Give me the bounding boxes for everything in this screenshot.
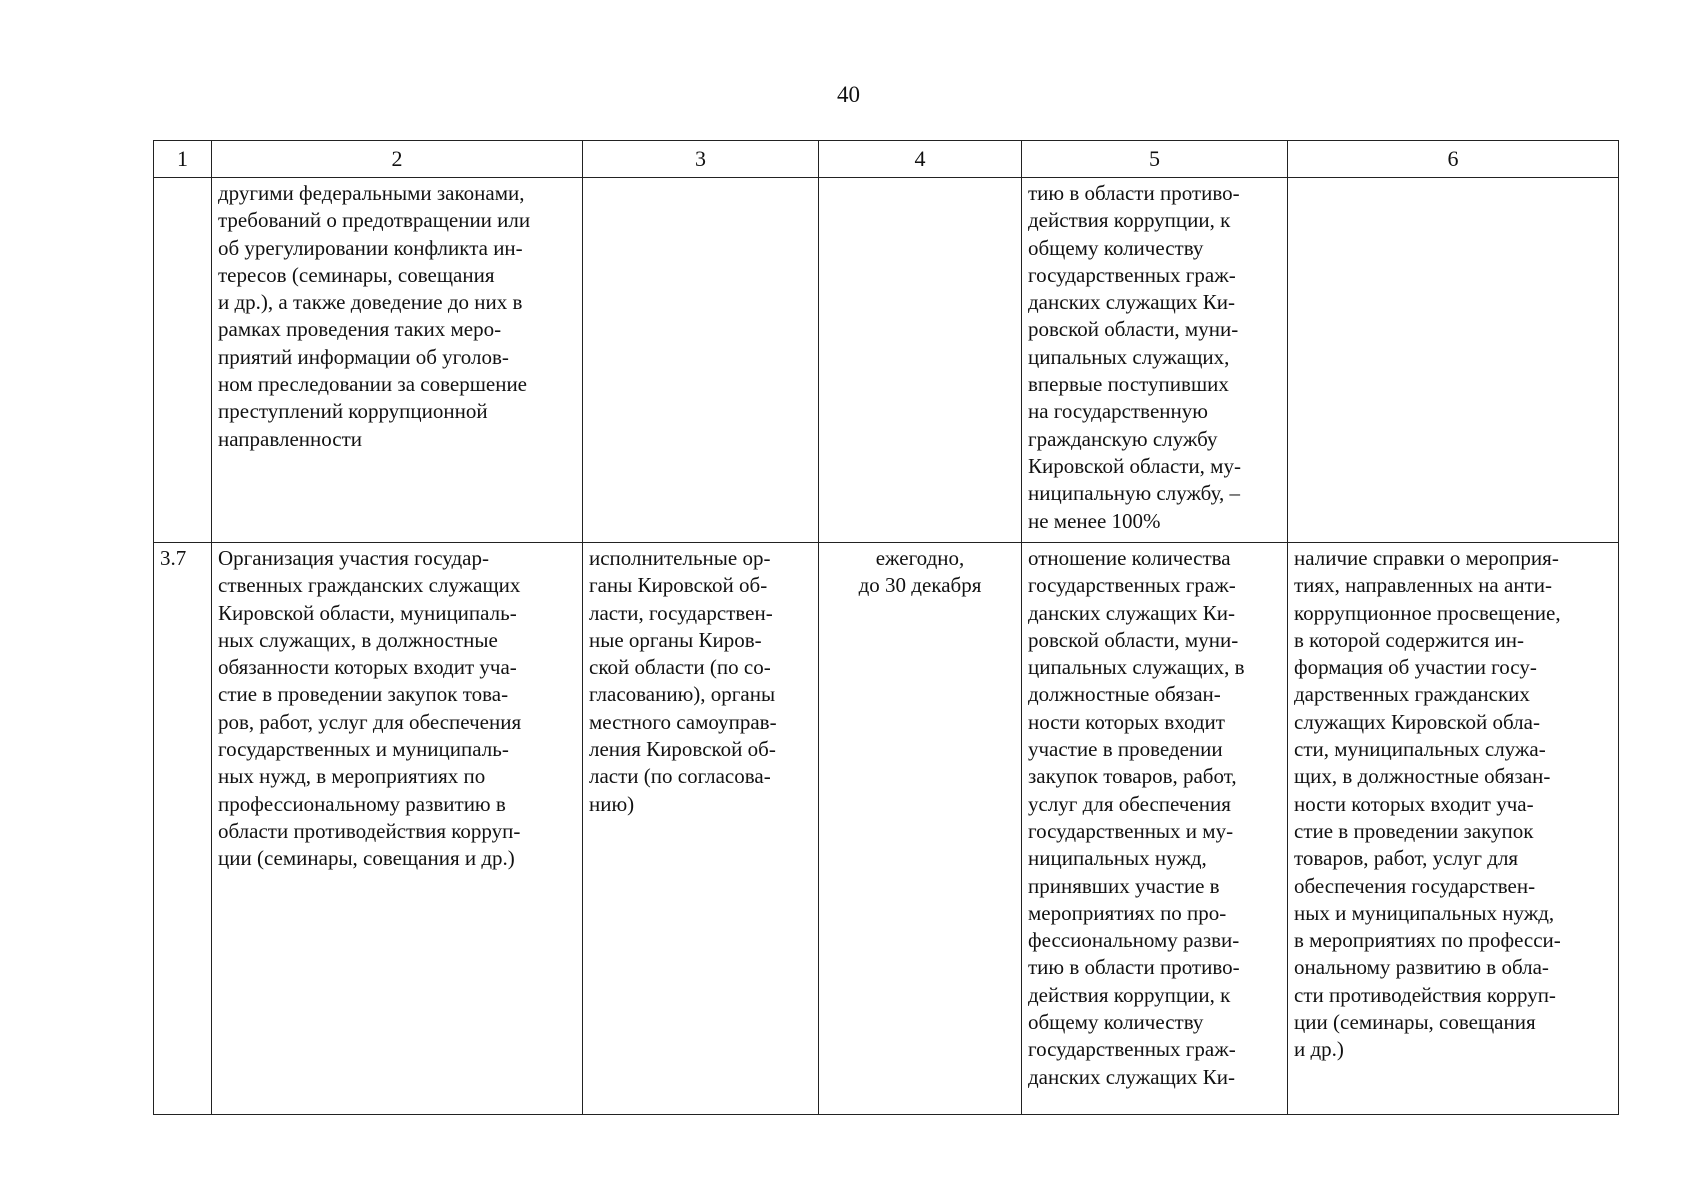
text-line: местного самоуправ- xyxy=(589,709,777,734)
text-line: стие в проведении закупок това- xyxy=(218,682,509,707)
text-line: данских служащих Ки- xyxy=(1028,1064,1236,1089)
text-line: ции (семинары, совещания и др.) xyxy=(218,846,515,871)
column-header: 1 xyxy=(154,141,212,178)
text-line: данских служащих Ки- xyxy=(1028,290,1236,315)
text-line: ные органы Киров- xyxy=(589,627,762,652)
text-line: сти, муниципальных служа- xyxy=(1294,737,1546,762)
text-line: обязанности которых входит уча- xyxy=(218,655,517,680)
text-line: ципальных служащих, в xyxy=(1028,655,1245,680)
text-line: не менее 100% xyxy=(1028,508,1161,533)
text-line: ных нужд, в мероприятиях по xyxy=(218,764,486,789)
text-line: мероприятиях по про- xyxy=(1028,900,1227,925)
text-line: ности которых входит xyxy=(1028,709,1225,734)
text-line: ров, работ, услуг для обеспечения xyxy=(218,709,522,734)
text-line: приятий информации об уголов- xyxy=(218,344,509,369)
text-line: принявших участие в xyxy=(1028,873,1220,898)
executors-cell xyxy=(583,178,819,543)
text-line: ных служащих, в должностные xyxy=(218,627,498,652)
text-line: ципальных служащих, xyxy=(1028,344,1230,369)
text-line: другими федеральными законами, xyxy=(218,181,525,205)
text-line: ных и муниципальных нужд, xyxy=(1294,900,1555,925)
text-line: и др.) xyxy=(1294,1037,1344,1062)
text-line: исполнительные ор- xyxy=(589,546,771,570)
text-line: ласти, государствен- xyxy=(589,600,773,625)
text-line: преступлений коррупционной xyxy=(218,399,488,424)
text-line: и др.), а также доведение до них в xyxy=(218,290,523,315)
text-line: ежегодно, xyxy=(875,546,965,570)
text-line: ном преследовании за совершение xyxy=(218,372,528,397)
text-line: об урегулировании конфликта ин- xyxy=(218,235,523,260)
column-header: 4 xyxy=(819,141,1022,178)
result-cell xyxy=(1288,178,1619,543)
text-line: в которой содержится ин- xyxy=(1294,627,1525,652)
text-line: рамках проведения таких меро- xyxy=(218,317,502,342)
text-line: на государственную xyxy=(1028,399,1208,424)
text-line: тересов (семинары, совещания xyxy=(218,262,495,287)
text-line: Организация участия государ- xyxy=(218,546,489,570)
text-line: стие в проведении закупок xyxy=(1294,818,1534,843)
result-cell xyxy=(1288,543,1619,1115)
text-line: государственных и му- xyxy=(1028,818,1234,843)
text-line: государственных граж- xyxy=(1028,1037,1236,1062)
text-line: ской области (по со- xyxy=(589,655,771,680)
indicator-cell xyxy=(1022,543,1288,1115)
text-line: гражданскую службу xyxy=(1028,426,1218,451)
item-number-cell xyxy=(154,178,212,543)
text-line: ональному развитию в обла- xyxy=(1294,955,1549,980)
text-line: тию в области противо- xyxy=(1028,955,1240,980)
text-line: обеспечения государствен- xyxy=(1294,873,1536,898)
measures-table xyxy=(153,140,1619,1115)
text-line: до 30 декабря xyxy=(858,573,982,598)
text-line: Кировской области, муниципаль- xyxy=(218,600,517,625)
text-line: тию в области противо- xyxy=(1028,181,1240,205)
text-line: государственных и муниципаль- xyxy=(218,737,509,762)
text-line: Кировской области, му- xyxy=(1028,453,1241,478)
text-line: ности которых входит уча- xyxy=(1294,791,1534,816)
text-line: ственных гражданских служащих xyxy=(218,573,521,598)
text-line: служащих Кировской обла- xyxy=(1294,709,1540,734)
text-line: отношение количества xyxy=(1028,546,1231,570)
text-line: формация об участии госу- xyxy=(1294,655,1537,680)
column-header: 5 xyxy=(1022,141,1288,178)
text-line: фессиональному разви- xyxy=(1028,928,1240,953)
text-line: направленности xyxy=(218,426,363,451)
text-line: области противодействия корруп- xyxy=(218,818,521,843)
text-line: профессиональному развитию в xyxy=(218,791,506,816)
text-line: общему количеству xyxy=(1028,1010,1204,1035)
text-line: щих, в должностные обязан- xyxy=(1294,764,1551,789)
text-line: государственных граж- xyxy=(1028,262,1236,287)
text-line: ции (семинары, совещания xyxy=(1294,1010,1536,1035)
text-line: участие в проведении xyxy=(1028,737,1223,762)
text-line: данских служащих Ки- xyxy=(1028,600,1236,625)
text-line: наличие справки о мероприя- xyxy=(1294,546,1559,570)
text-line: требований о предотвращении или xyxy=(218,208,531,233)
text-line: должностные обязан- xyxy=(1028,682,1221,707)
text-line: ниципальную службу, – xyxy=(1028,481,1240,506)
text-line: впервые поступивших xyxy=(1028,372,1229,397)
text-line: ления Кировской об- xyxy=(589,737,776,762)
text-line: дарственных гражданских xyxy=(1294,682,1530,707)
text-line: действия коррупции, к xyxy=(1028,982,1231,1007)
text-line: услуг для обеспечения xyxy=(1028,791,1231,816)
page-number: 40 xyxy=(837,82,860,107)
text-line: ганы Кировской об- xyxy=(589,573,768,598)
text-line: коррупционное просвещение, xyxy=(1294,600,1561,625)
executors-cell xyxy=(583,543,819,1115)
text-line: общему количеству xyxy=(1028,235,1204,260)
deadline-cell xyxy=(819,178,1022,543)
table-row xyxy=(154,543,1619,1115)
item-number-cell: 3.7 xyxy=(154,543,212,1115)
column-header: 2 xyxy=(212,141,583,178)
table-row xyxy=(154,178,1619,543)
text-line: гласованию), органы xyxy=(589,682,776,707)
text-line: действия коррупции, к xyxy=(1028,208,1231,233)
text-line: ласти (по согласова- xyxy=(589,764,771,789)
text-line: ровской области, муни- xyxy=(1028,317,1239,342)
text-line: нию) xyxy=(589,791,635,816)
column-header: 3 xyxy=(583,141,819,178)
text-line: в мероприятиях по професси- xyxy=(1294,928,1561,953)
text-line: ниципальных нужд, xyxy=(1028,846,1207,871)
text-line: закупок товаров, работ, xyxy=(1028,764,1237,789)
text-line: государственных граж- xyxy=(1028,573,1236,598)
text-line: тиях, направленных на анти- xyxy=(1294,573,1552,598)
text-line: товаров, работ, услуг для xyxy=(1294,846,1519,871)
header-row xyxy=(154,141,1619,178)
column-header: 6 xyxy=(1288,141,1619,178)
measure-cell xyxy=(212,178,583,543)
indicator-cell xyxy=(1022,178,1288,543)
text-line: ровской области, муни- xyxy=(1028,627,1239,652)
deadline-cell xyxy=(819,543,1022,1115)
text-line: сти противодействия корруп- xyxy=(1294,982,1556,1007)
measure-cell xyxy=(212,543,583,1115)
